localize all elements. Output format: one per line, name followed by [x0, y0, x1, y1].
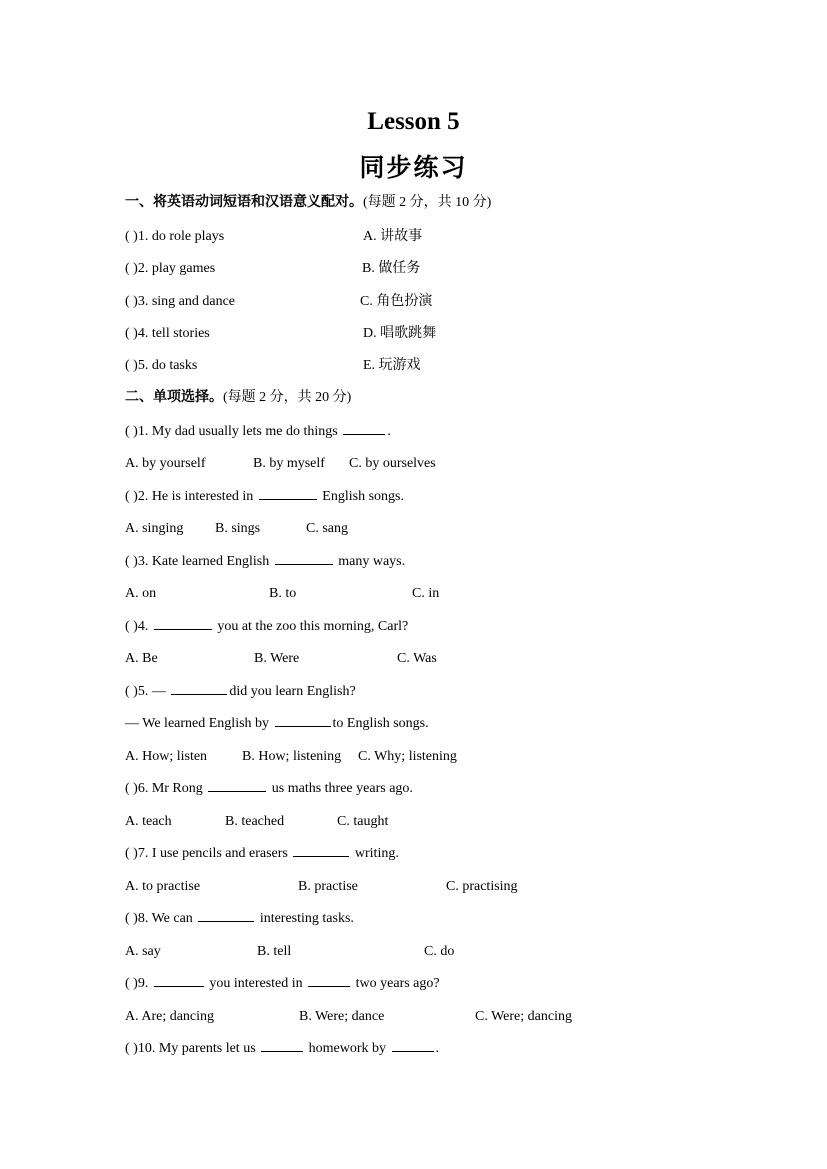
match-question-1: ( )1. do role plays [125, 229, 225, 244]
option: B. tell [257, 944, 292, 959]
option: B. Were; dance [299, 1009, 385, 1024]
option: C. sang [306, 521, 348, 536]
answer-blank[interactable] [154, 628, 212, 630]
option: A. say [125, 944, 161, 959]
question-9: ( )9. you interested in two years ago? [125, 976, 440, 991]
option: B. How; listening [242, 749, 342, 764]
answer-blank[interactable] [198, 920, 254, 922]
option: B. Were [254, 651, 300, 666]
option: C. Were; dancing [475, 1009, 572, 1024]
question-6: ( )6. Mr Rong us maths three years ago. [125, 781, 413, 796]
option: A. teach [125, 814, 172, 829]
option: C. Was [397, 651, 437, 666]
answer-blank[interactable] [343, 433, 385, 435]
question-5-reply: — We learned English by to English songs. [125, 716, 429, 731]
option: C. in [412, 586, 440, 601]
question-4: ( )4. you at the zoo this morning, Carl? [125, 619, 409, 634]
option: B. to [269, 586, 297, 601]
section2-heading: 二、单项选择。(每题 2 分，共 20 分) [125, 390, 352, 405]
option: C. Why; listening [358, 749, 457, 764]
match-answer-e: E. 玩游戏 [363, 358, 421, 373]
question-2: ( )2. He is interested in English songs. [125, 489, 404, 504]
option: A. Be [125, 651, 158, 666]
match-answer-a: A. 讲故事 [363, 229, 423, 244]
answer-blank[interactable] [392, 1050, 434, 1052]
question-1: ( )1. My dad usually lets me do things . [125, 424, 391, 439]
option: C. practising [446, 879, 518, 894]
option: C. taught [337, 814, 389, 829]
option: A. singing [125, 521, 184, 536]
question-3: ( )3. Kate learned English many ways. [125, 554, 406, 569]
match-question-3: ( )3. sing and dance [125, 294, 236, 309]
match-answer-b: B. 做任务 [362, 261, 421, 276]
question-8: ( )8. We can interesting tasks. [125, 911, 354, 926]
option: B. teached [225, 814, 285, 829]
section2-points: (每题 2 分，共 20 分) [223, 390, 352, 405]
question-7: ( )7. I use pencils and erasers writing. [125, 846, 399, 861]
match-answer-d: D. 唱歌跳舞 [363, 326, 437, 341]
option: A. on [125, 586, 157, 601]
answer-blank[interactable] [275, 563, 333, 565]
answer-blank[interactable] [293, 855, 349, 857]
answer-blank[interactable] [208, 790, 266, 792]
option: B. practise [298, 879, 358, 894]
option: A. Are; dancing [125, 1009, 215, 1024]
question-10: ( )10. My parents let us homework by . [125, 1041, 440, 1056]
page-subtitle: 同步练习 [359, 155, 468, 182]
question-5: ( )5. — did you learn English? [125, 684, 356, 699]
option: A. How; listen [125, 749, 208, 764]
option: A. by yourself [125, 456, 206, 471]
option: B. by myself [253, 456, 325, 471]
section1-heading: 一、将英语动词短语和汉语意义配对。(每题 2 分，共 10 分) [125, 195, 492, 210]
option: B. sings [215, 521, 261, 536]
page-title: Lesson 5 [367, 108, 460, 135]
answer-blank[interactable] [171, 693, 227, 695]
match-question-5: ( )5. do tasks [125, 358, 198, 373]
answer-blank[interactable] [259, 498, 317, 500]
answer-blank[interactable] [275, 725, 331, 727]
match-answer-c: C. 角色扮演 [360, 294, 433, 309]
answer-blank[interactable] [261, 1050, 303, 1052]
option: C. do [424, 944, 455, 959]
answer-blank[interactable] [308, 985, 350, 987]
section1-points: (每题 2 分，共 10 分) [363, 195, 492, 210]
answer-blank[interactable] [154, 985, 204, 987]
match-question-4: ( )4. tell stories [125, 326, 210, 341]
match-question-2: ( )2. play games [125, 261, 216, 276]
option: A. to practise [125, 879, 201, 894]
option: C. by ourselves [349, 456, 436, 471]
